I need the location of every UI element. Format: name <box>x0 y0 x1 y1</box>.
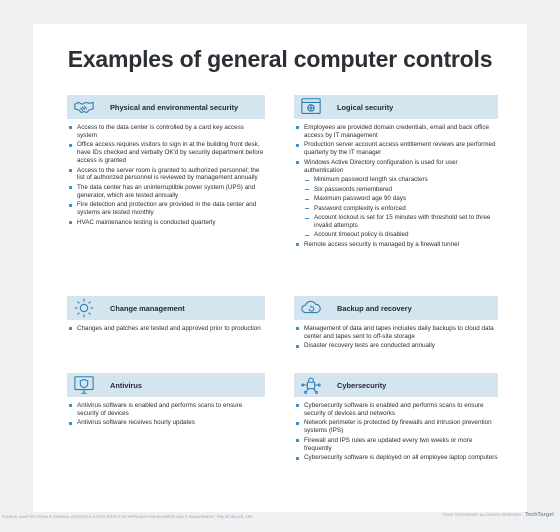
copyright-note <box>443 512 554 518</box>
sub-item: Minimum password length six characters <box>294 176 498 184</box>
source-note: SOURCE: ADAPTED FROM IT GENERAL CONTROLS: A COST-EFFECTIVE APPROACH FOR BUSINESS AND IT MANAGEMENT, TRACIE MILLER, CPA <box>2 515 253 519</box>
section-change <box>67 296 265 335</box>
infographic-card <box>33 24 527 512</box>
section-title: Physical and environmental security <box>110 102 239 112</box>
section-title: Logical security <box>337 102 394 112</box>
list-item: Windows Active Directory configuration is used for user authentication <box>294 159 498 174</box>
section-header <box>294 296 498 320</box>
list-item: Fire detection and protection are provided in the data center and systems are tested monthly <box>67 201 265 216</box>
sub-item: Six passwords remembered <box>294 186 498 194</box>
list-item: Antivirus software receives hourly updates <box>67 419 265 427</box>
cloud-backup-icon <box>296 294 326 322</box>
section-header <box>294 373 498 397</box>
list-item: Access to the server room is granted to authorized personnel; the list of authorized personnel is reviewed by management annually <box>67 167 265 182</box>
list-item: Production server account access entitlement reviews are performed quarterly by the IT manager <box>294 141 498 156</box>
sub-item: Account lockout is set for 15 minutes with threshold set to three invalid attempts <box>294 214 498 229</box>
section-logical <box>294 95 498 251</box>
list-item: Cybersecurity software is deployed on all employee laptop computers <box>294 454 498 462</box>
list-item: Employees are provided domain credentials, email and back office access by IT management <box>294 124 498 139</box>
section-title: Antivirus <box>110 380 143 390</box>
techtarget-logo: TechTarget <box>525 512 554 518</box>
section-header <box>67 95 265 119</box>
lock-network-icon <box>296 371 326 399</box>
section-cyber <box>294 373 498 464</box>
list-item: Disaster recovery tests are conducted annually <box>294 342 498 350</box>
sub-item: Password complexity is enforced <box>294 205 498 213</box>
list-item: Changes and patches are tested and approved prior to production <box>67 325 265 333</box>
list-item: Antivirus software is enabled and performs scans to ensure security of devices <box>67 402 265 417</box>
section-title: Cybersecurity <box>337 380 387 390</box>
section-header <box>67 373 265 397</box>
list-item: Office access requires visitors to sign in at the building front desk, have IDs checked and verbally OK'd by security department before access is granted <box>67 141 265 164</box>
list-item: Network perimeter is protected by firewalls and intrusion prevention systems (IPS) <box>294 419 498 434</box>
list-item: Firewall and IPS rules are updated every two weeks or more frequently <box>294 437 498 452</box>
section-backup <box>294 296 498 352</box>
section-title: Backup and recovery <box>337 303 412 313</box>
section-antivirus <box>67 373 265 429</box>
copyright-text: ©2022 TECHTARGET. ALL RIGHTS RESERVED <box>442 513 522 517</box>
list-item: Management of data and tapes includes daily backups to cloud data center and tapes sent to off-site storage <box>294 325 498 340</box>
list-item: Remote access security is managed by a firewall tunnel <box>294 241 498 249</box>
list-item: Access to the data center is controlled by a card key access system <box>67 124 265 139</box>
section-header <box>294 95 498 119</box>
list-item: HVAC maintenance testing is conducted quarterly <box>67 219 265 227</box>
sub-item: Maximum password age 90 days <box>294 195 498 203</box>
gear-icon <box>69 294 99 322</box>
monitor-shield-icon <box>69 371 99 399</box>
page-title: Examples of general computer controls <box>67 46 493 72</box>
section-title: Change management <box>110 303 185 313</box>
list-item: Cybersecurity software is enabled and performs scans to ensure security of devices and networks <box>294 402 498 417</box>
browser-network-icon <box>296 93 326 121</box>
list-item: The data center has an uninterruptible power system (UPS) and generator, which are tested annually <box>67 184 265 199</box>
sub-item: Account timeout policy is disabled <box>294 231 498 239</box>
handshake-icon <box>69 93 99 121</box>
section-physical <box>67 95 265 228</box>
section-header <box>67 296 265 320</box>
